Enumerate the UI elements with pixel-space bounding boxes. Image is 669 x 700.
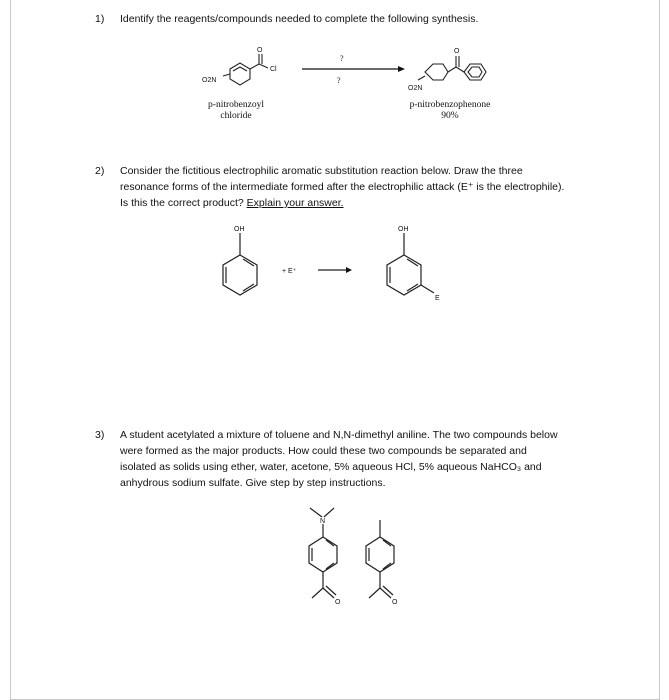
question-2-explain: Explain your answer.: [246, 197, 344, 209]
q3-o-label-2: O: [392, 599, 398, 606]
q1-product-nitro: O2N: [408, 85, 423, 92]
q1-reactant-label-line1: p-nitrobenzoyl: [208, 100, 264, 110]
q2-reactant-oh: OH: [234, 226, 245, 233]
question-1-text: Identify the reagents/compounds needed to complete the following synthesis.: [120, 13, 479, 25]
q2-plus-e: + E⁺: [282, 268, 297, 275]
question-2-number: 2): [95, 165, 105, 177]
q1-product-label-line1: p-nitrobenzophenone: [409, 100, 491, 110]
question-2-line3-text: Is this the correct product?: [120, 197, 247, 209]
question-2-line1: Consider the fictitious electrophilic aromatic substitution reaction below. Draw the three: [120, 165, 523, 177]
question-3-line4: anhydrous sodium sulfate. Give step by step instructions.: [120, 477, 386, 489]
q1-product-label-line2: 90%: [441, 111, 459, 121]
q1-reactant-cl: Cl: [270, 66, 277, 73]
q3-o-label-1: O: [335, 599, 341, 606]
question-3-line1: A student acetylated a mixture of toluene and N,N-dimethyl aniline. The two compounds below: [120, 429, 558, 441]
q3-n-label: N: [320, 518, 326, 525]
question-1-number: 1): [95, 13, 105, 25]
q1-product-o: O: [454, 48, 460, 55]
q1-reactant-o: O: [257, 47, 263, 54]
q3-amine-ring: [309, 537, 337, 572]
q1-arrow-bottom: ?: [337, 76, 341, 85]
question-2-line2: resonance forms of the intermediate formed after the electrophilic attack (E⁺ is the electrophile).: [120, 181, 565, 193]
question-3-number: 3): [95, 429, 105, 441]
q3-toluene-ring: [366, 537, 394, 572]
q1-reactant-label-line2: chloride: [220, 111, 252, 121]
question-3-line3: isolated as solids using ether, water, acetone, 5% aqueous HCl, 5% aqueous NaHCO₃ and: [120, 461, 542, 473]
q2-product-oh: OH: [398, 226, 409, 233]
question-3-line2: were formed as the major products. How could these two compounds be separated and: [120, 445, 527, 457]
q2-product-e: E: [435, 295, 440, 302]
q1-arrow-top: ?: [340, 54, 344, 63]
q1-reactant-nitro: O2N: [202, 77, 217, 84]
